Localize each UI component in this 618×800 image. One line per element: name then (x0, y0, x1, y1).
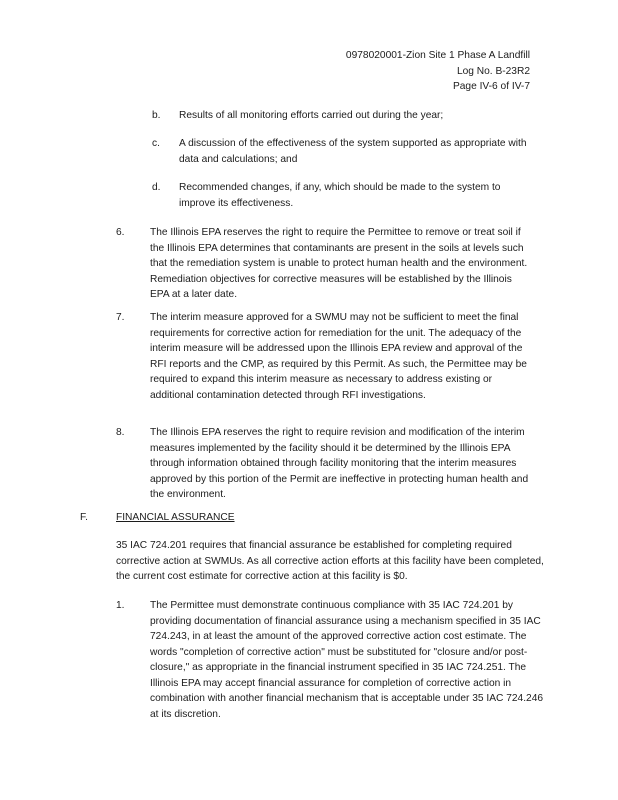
section-item-marker-1: 1. (116, 600, 125, 611)
section-item-text-1: The Permittee must demonstrate continuous compliance with 35 IAC 724.201 by providing documentation of financial assurance using a mechanism specified in 35 IAC 724.243, in at least the amount of the approved corrective action cost estimate. The words "completion of corrective action" must be substituted for "closure and/or post-closure," as appropriate in the financial instrument specified in 35 IAC 724.251. The Illinois EPA may accept financial assurance for completion of corrective action in combination with another financial mechanism that is acceptable under 35 IAC 724.246 at its discretion. (150, 600, 544, 720)
item-marker-6: 6. (116, 227, 125, 238)
page-header (346, 48, 530, 95)
item-text-7: The interim measure approved for a SWMU may not be sufficient to meet the final requirements for corrective action for remediation for the unit. The adequacy of the interim measure will be addressed upon the Illinois EPA review and approval of the RFI reports and the CMP, as required by this Permit. As such, the Permittee may be required to expand this interim measure as necessary to address existing or additional contamination detected through RFI investigations. (150, 312, 527, 401)
item-text-8: The Illinois EPA reserves the right to require revision and modification of the interim measures implemented by the facility should it be determined by the Illinois EPA through information obtained through facility monitoring that the interim measures approved by this portion of the Permit are ineffective in protecting human health and the environment. (150, 427, 529, 500)
subitem-marker-c: c. (152, 138, 160, 149)
item-text-6: The Illinois EPA reserves the right to require the Permittee to remove or treat soil if the Illinois EPA determines that contaminants are present in the soils at levels such that the remediation system is unable to protect human health and the environment. Remediation objectives for corrective measures will be established by the Illinois EPA at a later date. (150, 227, 528, 300)
subitem-marker-d: d. (152, 182, 161, 193)
item-marker-8: 8. (116, 427, 125, 438)
section-intro: 35 IAC 724.201 requires that financial assurance be established for completing required corrective action at SWMUs. As all corrective action efforts at this facility have been completed, the current cost estimate for corrective action at this facility is $0. (116, 540, 544, 582)
header-facility-id: 0978020001-Zion Site 1 Phase A Landfill (345, 50, 530, 61)
subitem-text-b: Results of all monitoring efforts carried out during the year; (179, 110, 444, 121)
item-marker-7: 7. (116, 312, 125, 323)
section-marker-f: F. (80, 512, 88, 523)
header-page-number: Page IV-6 of IV-7 (452, 81, 530, 92)
subitem-text-c: A discussion of the effectiveness of the system supported as appropriate with data and calculations; and (179, 138, 527, 165)
header-log-number: Log No. B-23R2 (456, 65, 530, 77)
section-title: FINANCIAL ASSURANCE (116, 512, 235, 523)
subitem-text-d: Recommended changes, if any, which should be made to the system to improve its effectiveness. (179, 182, 501, 209)
subitem-marker-b: b. (152, 110, 161, 121)
